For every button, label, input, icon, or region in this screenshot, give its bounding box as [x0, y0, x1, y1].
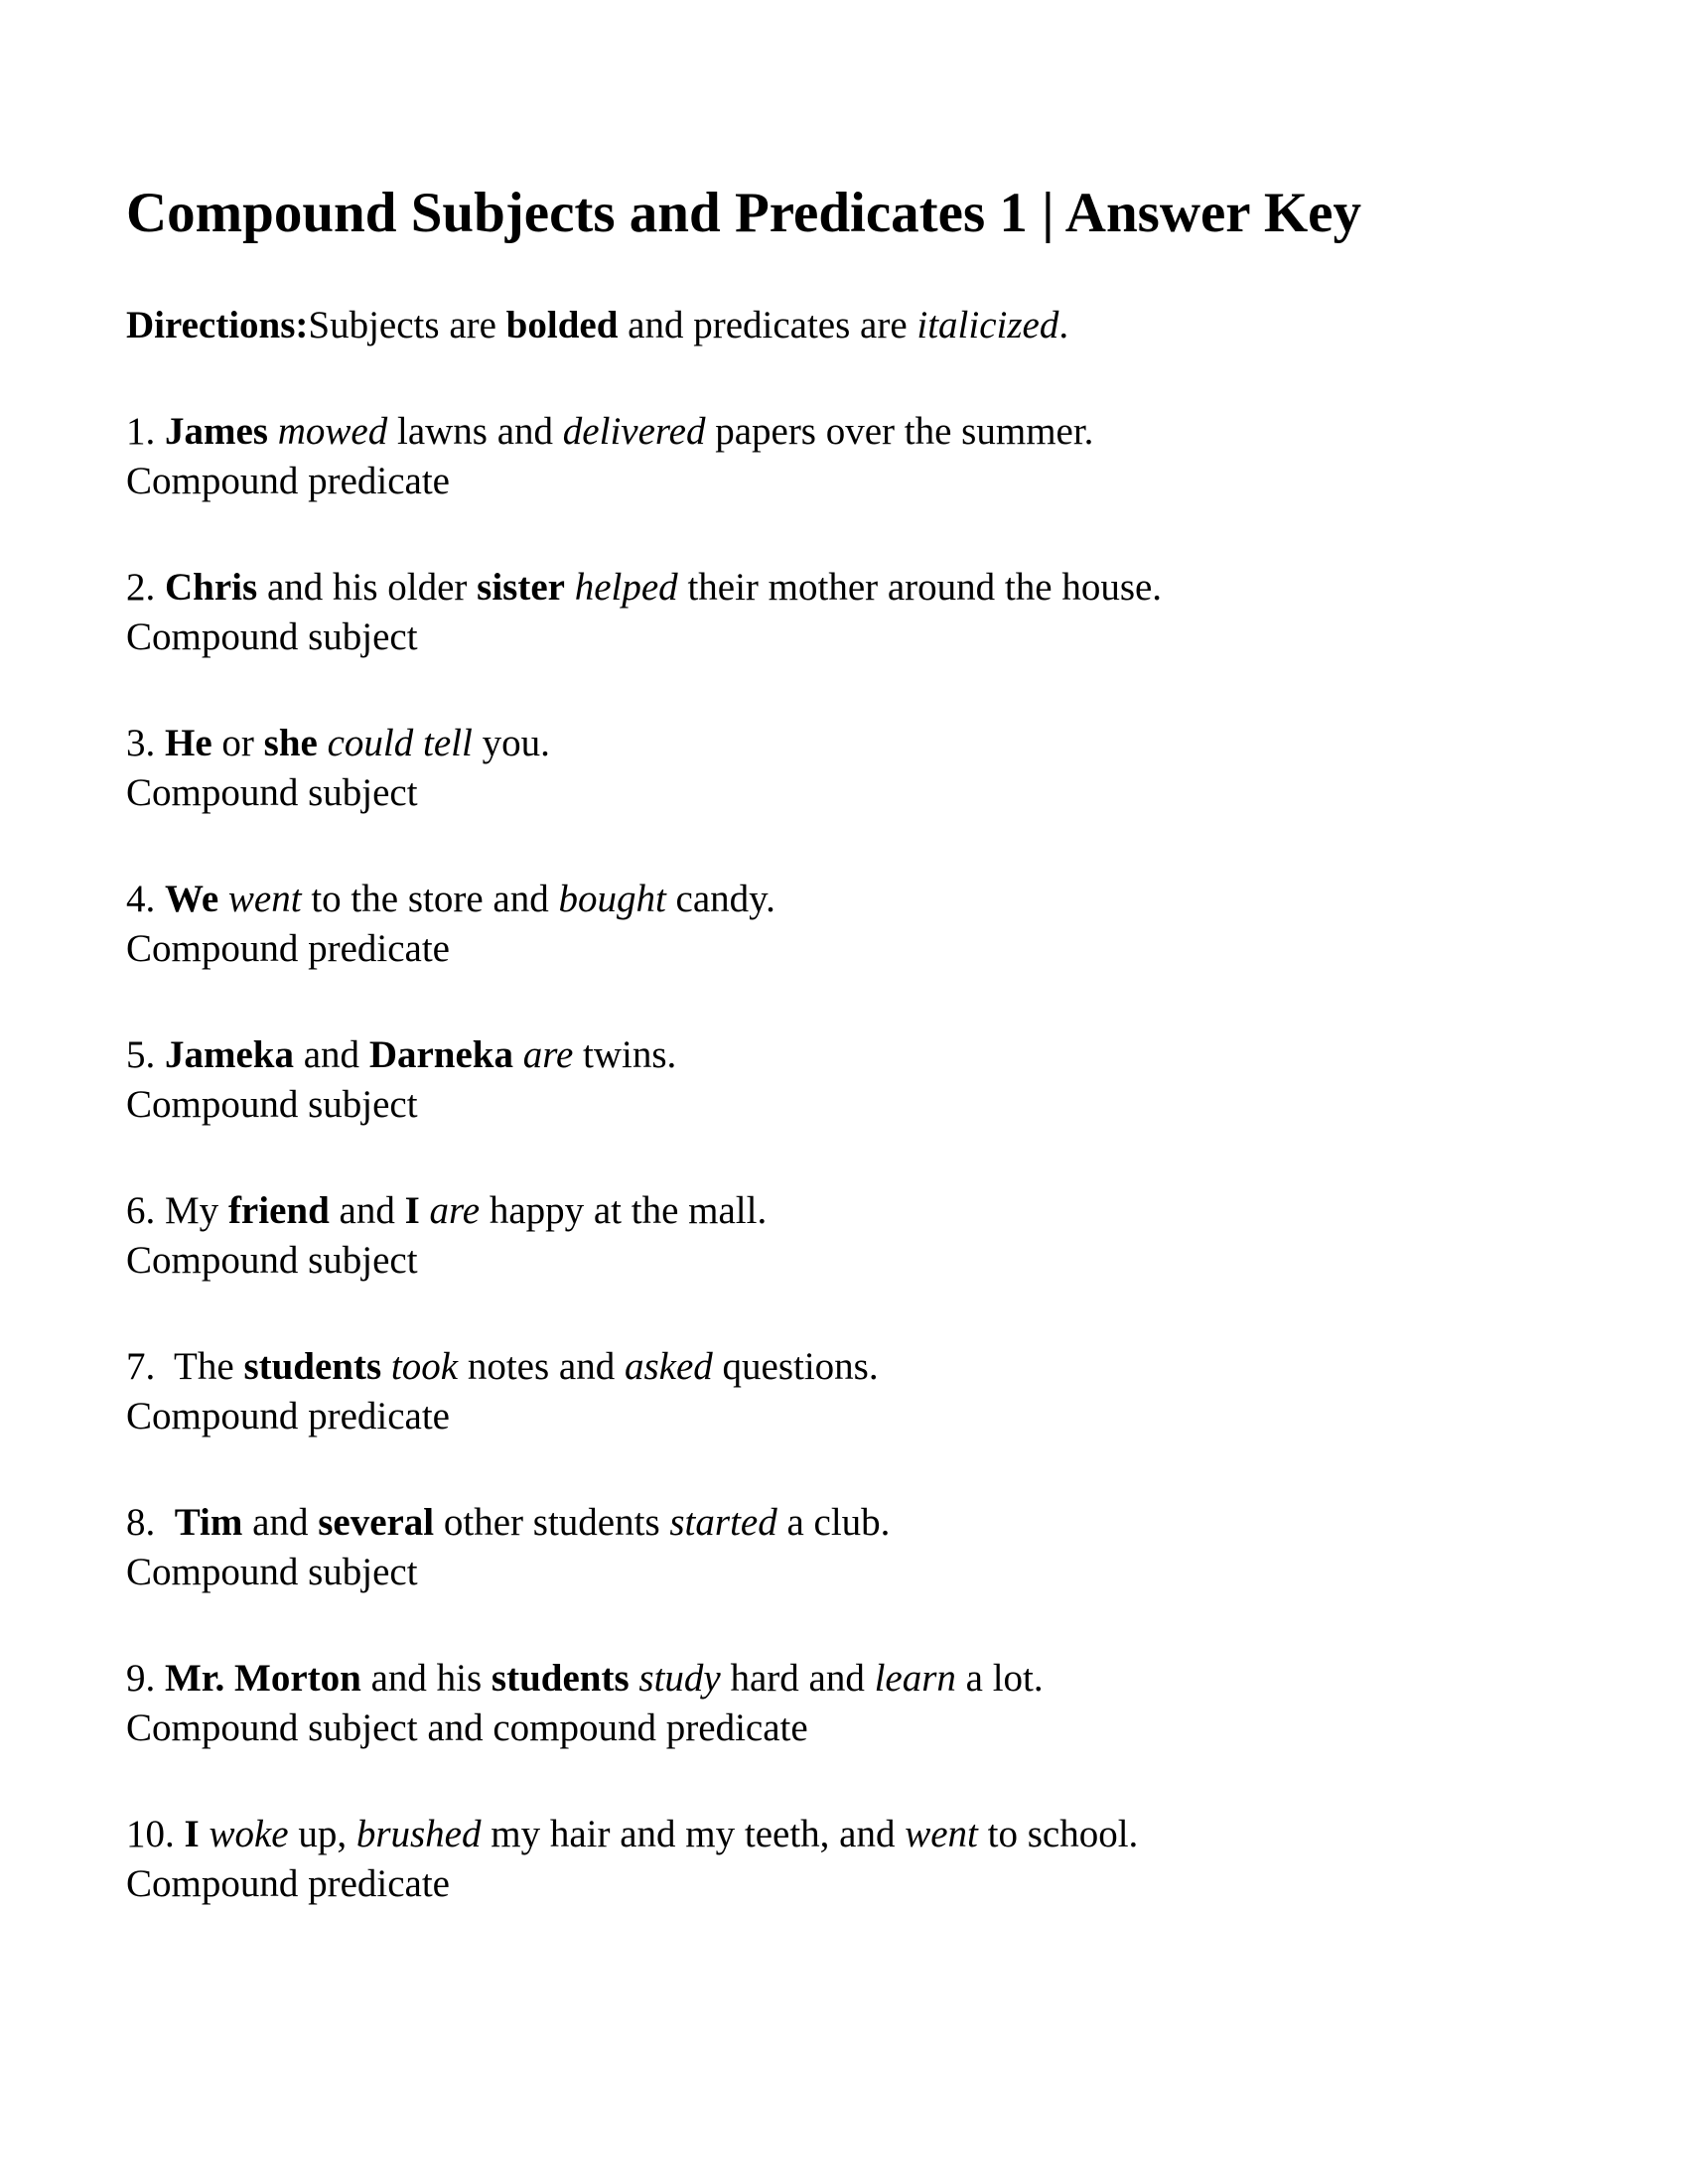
item-sentence [126, 1342, 1599, 1392]
text-segment: hard and [720, 1657, 875, 1700]
text-segment: and [329, 1189, 405, 1232]
text-segment: you. [472, 722, 550, 764]
text-segment: questions. [712, 1345, 879, 1388]
text-segment: 6. My [126, 1189, 228, 1232]
text-segment: happy at the mall. [480, 1189, 768, 1232]
answer-item [126, 1342, 1599, 1441]
text-segment: went [905, 1813, 978, 1855]
text-segment: woke [209, 1813, 289, 1855]
text-segment: a lot. [955, 1657, 1044, 1700]
text-segment: and his [360, 1657, 492, 1700]
item-sentence [126, 875, 1599, 924]
text-segment: students [491, 1657, 630, 1700]
text-segment: twins. [573, 1033, 677, 1076]
text-segment [218, 878, 228, 920]
text-segment: went [227, 878, 302, 920]
answer-item [126, 719, 1599, 818]
text-segment: I [184, 1813, 200, 1855]
text-segment: notes and [458, 1345, 625, 1388]
text-segment: their mother around the house. [677, 566, 1163, 609]
text-segment [565, 566, 575, 609]
text-segment: asked [624, 1345, 713, 1388]
text-segment: and [242, 1501, 319, 1544]
text-segment [318, 722, 328, 764]
text-segment: a club. [776, 1501, 891, 1544]
text-segment: learn [874, 1657, 956, 1700]
text-segment: sister [477, 566, 565, 609]
text-segment [268, 410, 278, 453]
text-segment: Subjects are [308, 304, 506, 346]
text-segment: could tell [327, 722, 473, 764]
text-segment: Chris [165, 566, 258, 609]
text-segment: Jameka [165, 1033, 294, 1076]
item-answer: Compound subject [126, 1551, 418, 1593]
text-segment: He [165, 722, 212, 764]
text-segment: several [318, 1501, 435, 1544]
text-segment: my hair and my teeth, and [481, 1813, 906, 1855]
item-sentence [126, 1186, 1599, 1236]
item-sentence [126, 1654, 1599, 1704]
item-sentence [126, 407, 1599, 457]
item-answer: Compound subject and compound predicate [126, 1706, 808, 1749]
text-segment: helped [574, 566, 678, 609]
text-segment: papers over the summer. [705, 410, 1094, 453]
item-answer: Compound subject [126, 1083, 418, 1126]
text-segment: 5. [126, 1033, 165, 1076]
item-answer: Compound subject [126, 615, 418, 658]
text-segment: 9. [126, 1657, 165, 1700]
text-segment: 2. [126, 566, 165, 609]
item-sentence [126, 1030, 1599, 1080]
text-segment: to school. [977, 1813, 1139, 1855]
text-segment: to the store and [301, 878, 559, 920]
text-segment: 7. The [126, 1345, 244, 1388]
text-segment: Directions: [126, 304, 309, 346]
text-segment: delivered [562, 410, 706, 453]
item-answer: Compound predicate [126, 1395, 450, 1437]
item-answer: Compound predicate [126, 1862, 450, 1905]
text-segment: are [429, 1189, 481, 1232]
text-segment: other students [434, 1501, 670, 1544]
answer-item [126, 1186, 1599, 1286]
text-segment: bolded [505, 304, 619, 346]
text-segment: We [165, 878, 219, 920]
text-segment: 3. [126, 722, 165, 764]
directions-line [126, 301, 1599, 350]
text-segment [513, 1033, 523, 1076]
text-segment [381, 1345, 391, 1388]
text-segment: or [211, 722, 264, 764]
text-segment [630, 1657, 639, 1700]
text-segment: mowed [277, 410, 388, 453]
text-segment [200, 1813, 210, 1855]
item-sentence [126, 719, 1599, 768]
text-segment: and predicates are [618, 304, 917, 346]
text-segment: are [522, 1033, 574, 1076]
text-segment: students [243, 1345, 382, 1388]
text-segment: started [669, 1501, 777, 1544]
text-segment: she [263, 722, 318, 764]
answer-item [126, 407, 1599, 506]
text-segment: lawns and [387, 410, 563, 453]
answer-item [126, 1030, 1599, 1130]
text-segment: candy. [665, 878, 775, 920]
text-segment: 10. [126, 1813, 185, 1855]
text-segment: and [294, 1033, 369, 1076]
text-segment: friend [227, 1189, 330, 1232]
text-segment: I [404, 1189, 420, 1232]
items-list [126, 407, 1599, 1909]
answer-item [126, 1654, 1599, 1753]
text-segment: italicized [916, 304, 1059, 346]
text-segment: up, [288, 1813, 356, 1855]
text-segment: Darneka [368, 1033, 513, 1076]
answer-item [126, 1498, 1599, 1597]
item-sentence [126, 563, 1599, 613]
answer-item [126, 875, 1599, 974]
item-sentence [126, 1498, 1599, 1548]
item-answer: Compound predicate [126, 927, 450, 970]
text-segment: and his older [257, 566, 478, 609]
item-answer: Compound subject [126, 1239, 418, 1282]
text-segment [420, 1189, 430, 1232]
item-answer: Compound predicate [126, 460, 450, 502]
text-segment: James [165, 410, 268, 453]
text-segment: 4. [126, 878, 165, 920]
text-segment: study [638, 1657, 721, 1700]
answer-item [126, 1810, 1599, 1909]
item-sentence [126, 1810, 1599, 1859]
text-segment: Tim [174, 1501, 243, 1544]
text-segment: . [1058, 304, 1069, 346]
text-segment: Mr. Morton [165, 1657, 361, 1700]
answer-item [126, 563, 1599, 662]
item-answer: Compound subject [126, 771, 418, 814]
page-title: Compound Subjects and Predicates 1 | Answer Key [126, 182, 1361, 244]
text-segment: 1. [126, 410, 165, 453]
text-segment: 8. [126, 1501, 175, 1544]
text-segment: took [390, 1345, 459, 1388]
text-segment: brushed [355, 1813, 482, 1855]
text-segment: bought [558, 878, 666, 920]
